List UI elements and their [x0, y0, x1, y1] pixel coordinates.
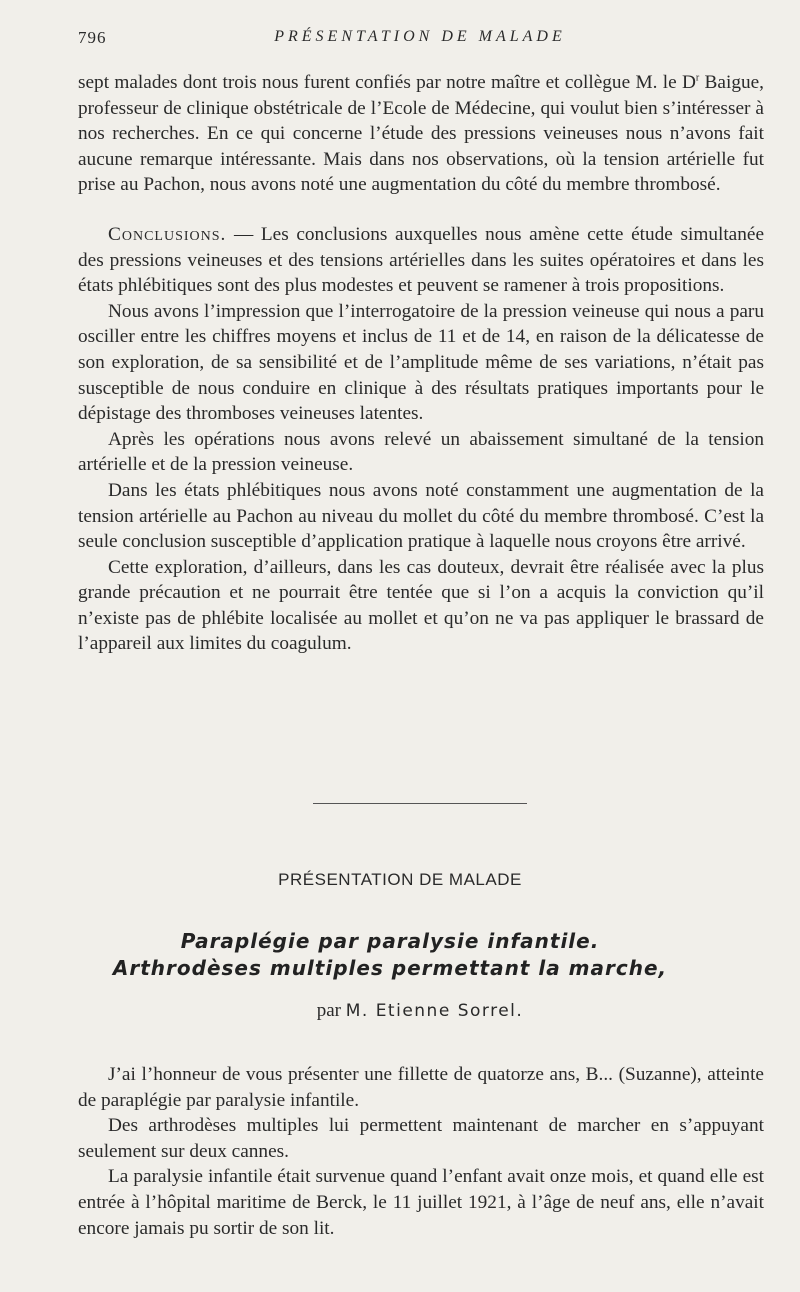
paragraph: Nous avons l’impression que l’interrogatoire de la pression veineuse qui nous a paru osciller entre les chiffres moyens et inclus de 11 et de 14, en raison de la délicatesse de son exploration, de sa sensibilité et de l’amplitude même de ses variations, n’était pas susceptible de nous conduire en clinique à des résultats pratiques importants pour le dépistage des thromboses veineuses latentes.	[78, 300, 764, 425]
conclusions-label: Conclusions.	[108, 223, 227, 245]
paragraph: Des arthrodèses multiples lui permettent maintenant de marcher en s’appuyant seulement sur deux cannes.	[78, 1115, 764, 1162]
paragraph: La paralysie infantile était survenue quand l’enfant avait onze mois, et quand elle est entrée à l’hôpital maritime de Berck, le 11 juillet 1921, à l’âge de neuf ans, elle n’avait encore jamais pu sortir de son lit.	[78, 1166, 764, 1239]
section-divider	[313, 803, 527, 804]
paragraph: Cette exploration, d’ailleurs, dans les cas douteux, devrait être réalisée avec la plus grande précaution et ne pourrait être tentée que si l’on a acquis la conviction qu’il n’existe pas de phlébite localisée au mollet et qu’on ne va pas appliquer le brassard de l’appareil aux limites du coagulum.	[78, 556, 764, 655]
running-head	[78, 28, 762, 52]
conclusions-paragraph: Conclusions. — Les conclusions auxquelles nous amène cette étude simultanée des pressions veineuses et des tensions artérielles dans les suites opératoires et dans les états phlébitiques sont des plus modestes et peuvent se ramener à trois propositions.	[78, 223, 764, 297]
running-title: PRÉSENTATION DE MALADE	[274, 28, 566, 45]
article-title	[0, 928, 780, 982]
article-title-line-2: Arthrodèses multiples permettant la marche,	[112, 956, 668, 980]
article-text	[78, 1062, 764, 1241]
paragraph: sept malades dont trois nous furent confiés par notre maître et collègue M. le $D^r$ Baigue, professeur de clinique obstétricale de l’Ecole de Médecine, qui voulut bien s’intéresser à nos recherches. En ce qui concerne l’étude des pressions veineuses nous n’avons fait aucune remarque intéressante. Mais dans nos observations, où la tension artérielle fut prise au Pachon, nous avons noté une augmentation du côté du membre thrombosé.	[78, 72, 764, 196]
paragraph: J’ai l’honneur de vous présenter une fillette de quatorze ans, B... (Suzanne), atteinte de paraplégie par paralysie infantile.	[78, 1064, 764, 1111]
section-title: PRÉSENTATION DE MALADE	[278, 870, 522, 889]
paragraph: Dans les états phlébitiques nous avons noté constamment une augmentation de la tension artérielle au Pachon au niveau du mollet du côté du membre thrombosé. C’est la seule conclusion susceptible d’application pratique à laquelle nous croyons être arrivé.	[78, 479, 764, 553]
article-title-line-1: Paraplégie par paralysie infantile.	[180, 929, 600, 953]
paragraph: Après les opérations nous avons relevé un abaissement simultané de la tension artérielle et de la pression veineuse.	[78, 428, 764, 476]
author-name: M. Etienne Sorrel.	[345, 1001, 524, 1021]
previous-article-text	[78, 70, 764, 657]
superscript: r	[695, 72, 700, 84]
byline: par M. Etienne Sorrel.	[316, 1000, 524, 1021]
page-number: 796	[78, 28, 107, 47]
